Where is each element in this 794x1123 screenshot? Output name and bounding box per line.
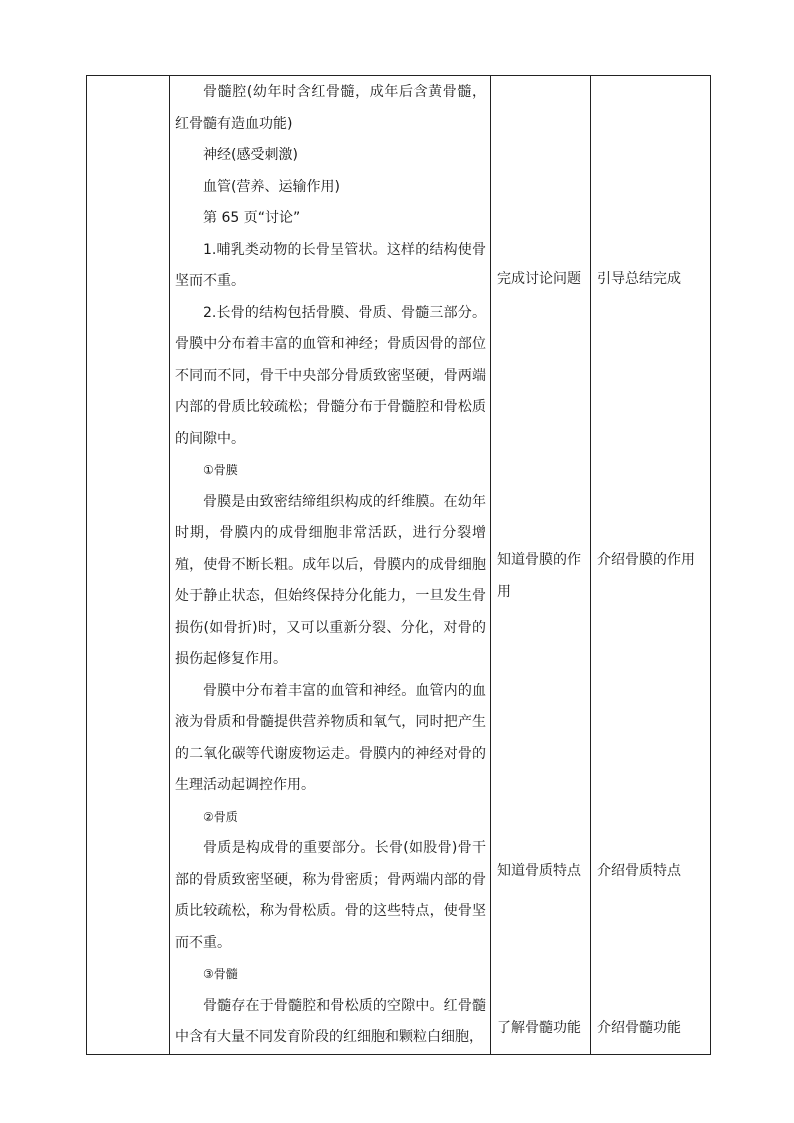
- teacher-activity: 引导总结完成: [597, 271, 681, 287]
- teacher-activity: 介绍骨髓功能: [597, 1020, 681, 1036]
- paragraph: 骨质是构成骨的重要部分。长骨(如股骨)骨干部的骨质致密坚硬，称为骨密质；骨两端内部的骨质比较疏松，称为骨松质。骨的这些特点，使骨坚而不重。: [175, 840, 486, 951]
- paragraph: 神经(感受刺激): [203, 147, 298, 163]
- teacher-activity: 介绍骨质特点: [597, 863, 681, 879]
- paragraph: 第 65 页“讨论”: [203, 210, 301, 226]
- paragraph: 骨髓存在于骨髓腔和骨松质的空隙中。红骨髓中含有大量不同发育阶段的红细胞和颗粒白细胞，: [175, 997, 486, 1045]
- content-cell: [170, 76, 491, 1055]
- teacher-activity-cell: [591, 76, 711, 1055]
- subheading: ①骨膜: [203, 463, 238, 477]
- paragraph: 2.长骨的结构包括骨膜、骨质、骨髓三部分。骨膜中分布着丰富的血管和神经；骨质因骨的部位不同而不同，骨干中央部分骨质致密坚硬，骨两端内部的骨质比较疏松；骨髓分布于骨髓腔和骨松质的间隙中。: [175, 304, 486, 447]
- lesson-plan-table: [86, 75, 711, 1055]
- paragraph: 骨髓腔(幼年时含红骨髓，成年后含黄骨髓，红骨髓有造血功能): [175, 84, 486, 132]
- paragraph: 血管(营养、运输作用): [203, 178, 340, 195]
- subheading: ②骨质: [203, 809, 238, 824]
- content-text: [170, 76, 490, 1054]
- student-activity: 完成讨论问题: [497, 271, 581, 287]
- subheading: ③骨髓: [203, 967, 238, 981]
- student-activity: 知道骨膜的作用: [497, 552, 581, 600]
- paragraph: 1.哺乳类动物的长骨呈管状。这样的结构使骨坚而不重。: [175, 241, 486, 289]
- student-activity-cell: [491, 76, 591, 1055]
- table-row: [87, 76, 711, 1055]
- paragraph: 骨膜中分布着丰富的血管和神经。血管内的血液为骨质和骨髓提供营养物质和氧气，同时把产生的二氧化碳等代谢废物运走。骨膜内的神经对骨的生理活动起调控作用。: [175, 682, 486, 793]
- teacher-activity: 介绍骨膜的作用: [597, 552, 695, 568]
- section-cell: [87, 76, 170, 1055]
- student-activity: 知道骨质特点: [497, 863, 581, 879]
- student-activity: 了解骨髓功能: [497, 1020, 581, 1036]
- paragraph: 骨膜是由致密结缔组织构成的纤维膜。在幼年时期，骨膜内的成骨细胞非常活跃，进行分裂增殖，使骨不断长粗。成年以后，骨膜内的成骨细胞处于静止状态，但始终保持分化能力，一旦发生骨损伤(如骨折)时，又可以重新分裂、分化，对骨的损伤起修复作用。: [175, 493, 486, 667]
